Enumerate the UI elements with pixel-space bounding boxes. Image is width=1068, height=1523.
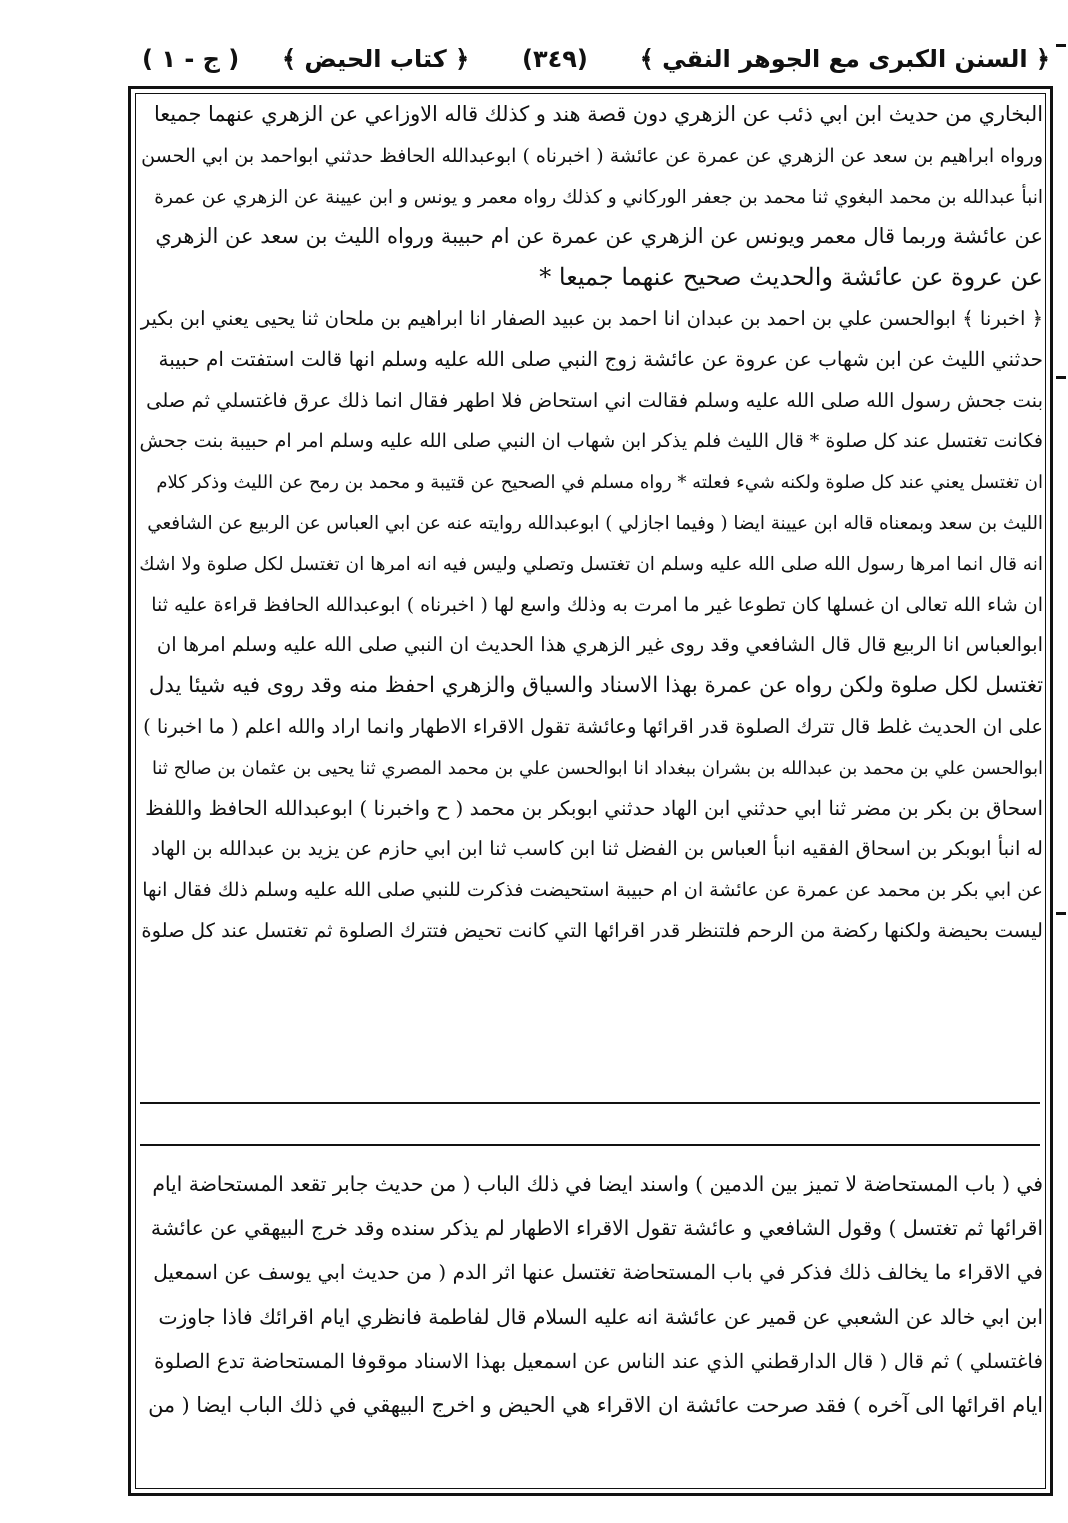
text-line: على ان الحديث غلط قال تترك الصلوة قدر اقرائها وعائشة تقول الاقراء الاطهار وانما اراد والله اعلم ( ما اخبرنا ) [143, 714, 1043, 738]
text-line: ان تغتسل يعني عند كل صلوة ولكنه شيء فعلته * رواه مسلم في الصحيح عن قتيبة و محمد بن رمح عن الليث وذكر كلام [156, 472, 1043, 494]
text-line: عن عروة عن عائشة والحديث صحيح عنهما جميعا * [539, 263, 1043, 292]
footnote-text [138, 1162, 1043, 1427]
text-line: ورواه ابراهيم بن سعد عن الزهري عن عمرة عن عائشة ( اخبرناه ) ابوعبدالله الحافظ حدثني ابواحمد بن ابي الحسن [141, 144, 1043, 167]
scan-mark [1056, 376, 1066, 379]
text-line: البخاري من حديث ابن ابي ذئب عن الزهري دون قصة هند و كذلك قاله الاوزاعي عن الزهري عنهما جميعا [153, 102, 1043, 126]
footnote-line: ابن ابي خالد عن الشعبي عن قمير عن عائشة انه عليه السلام قال لفاطمة فانظري ايام اقرائك فاذا جاوزت [158, 1304, 1043, 1329]
book-title: ﴿ السنن الكبرى مع الجوهر النقي ﴾ [639, 45, 1050, 73]
text-line: ﴿ اخبرنا ﴾ ابوالحسن علي بن احمد بن عبدان انا احمد بن عبيد الصفار انا ابراهيم بن ملحان ثنا يحيى يعني ابن بكير [140, 306, 1043, 330]
scan-mark [1056, 44, 1066, 47]
text-line: تغتسل لكل صلوة ولكن رواه عن عمرة بهذا الاسناد والسياق والزهري احفظ منه وقد روى فيه شيئا يدل [148, 673, 1043, 699]
scan-mark [1056, 912, 1066, 915]
footnote-line: اقرائها ثم تغتسل ) وقول الشافعي و عائشة تقول الاقراء الاطهار لم يذكر سنده وقد خرج البيهقي عن عائشة [150, 1216, 1043, 1241]
text-line: ابوالعباس انا الربيع قال قال الشافعي وقد روى غير الزهري هذا الحديث ان النبي صلى الله عليه وسلم امرها ان [156, 633, 1043, 657]
page-header [130, 36, 1050, 86]
footnote-line: في ( باب المستحاضة لا تميز بين الدمين ) واسند ايضا في ذلك الباب ( من حديث جابر تقعد المستحاضة ايام [152, 1172, 1043, 1196]
text-line: عن ابي بكر بن محمد عن عمرة عن عائشة ان ام حبيبة استحيضت فذكرت للنبي صلى الله عليه وسلم ذلك فقال انها [142, 879, 1043, 902]
text-line: ان شاء الله تعالى ان غسلها كان تطوعا غير ما امرت به وذلك واسع لها ( اخبرناه ) ابوعبدالله الحافظ قراءة عليه ثنا [151, 593, 1043, 616]
text-line: ليست بحيضة ولكنها ركضة من الرحم فلتنظر قدر اقرائها التي كانت تحيض فتترك الصلوة ثم تغتسل عند كل صلوة [141, 918, 1043, 942]
text-line: بنت جحش رسول الله صلى الله عليه وسلم فقالت اني استحاض فلا اطهر فقال انما ذلك عرق فاغتسلي ثم صلى [146, 388, 1043, 412]
text-line: الليث بن سعد وبمعناه قاله ابن عيينة ايضا ( وفيما اجازلي ) ابوعبدالله روايته عنه عن ابي العباس عن الربيع عن الشافعي [147, 512, 1043, 534]
footnote-line: فاغتسلي ) ثم قال ( قال الدارقطني الذي عند الناس عن اسمعيل بهذا الاسناد موقوفا المستحاضة تدع الصلوة [154, 1348, 1043, 1373]
main-text [138, 94, 1043, 951]
text-line: انه قال انما امرها رسول الله صلى الله عليه وسلم ان تغتسل وتصلي وليس فيه انه امرها ان تغتسل لكل صلوة ولا اشك [139, 553, 1043, 575]
separator-rule [140, 1144, 1040, 1146]
text-line: له انبأ ابوبكر بن اسحاق الفقيه انبأ العباس بن الفضل ثنا ابن كاسب ثنا ابن ابي حازم عن يزيد بن عبدالله بن الهاد [151, 837, 1043, 861]
volume-label: ( ج - ١ ) [142, 45, 240, 73]
text-line: عن عائشة وربما قال معمر ويونس عن الزهري عن عمرة عن ام حبيبة ورواه الليث بن سعد عن الزهري [155, 224, 1043, 249]
text-line: انبأ عبدالله بن محمد البغوي ثنا محمد بن جعفر الوركاني و كذلك رواه معمر و يونس و ابن عيينة عن الزهري عن عمرة [154, 186, 1043, 208]
page-number: (٣٤٩) [522, 45, 588, 73]
text-line: حدثني الليث عن ابن شهاب عن عروة عن عائشة زوج النبي صلى الله عليه وسلم انها قالت استفتت ام حبيبة [158, 346, 1043, 371]
text-line: اسحاق بن بكر بن مضر ثنا ابي حدثني ابن الهاد حدثني ابوبكر بن محمد ( ح واخبرنا ) ابوعبدالله الحافظ واللفظ [145, 795, 1043, 820]
text-line: فكانت تغتسل عند كل صلوة * قال الليث فلم يذكر ابن شهاب ان النبي صلى الله عليه وسلم امر ام حبيبة بنت جحش [139, 430, 1043, 453]
text-line: ابوالحسن علي بن محمد بن عبدالله بن بشران ببغداد انا ابوالحسن علي بن محمد المصري ثنا يحيى بن عثمان بن صالح ثنا [151, 757, 1043, 779]
chapter-title: ﴿ كتاب الحيض ﴾ [282, 45, 470, 73]
separator-rule [140, 1102, 1040, 1104]
footnote-line: في الاقراء ما يخالف ذلك فذكر في باب المستحاضة تغتسل عنها اثر الدم ( من حديث ابي يوسف عن اسمعيل [153, 1260, 1043, 1285]
footnote-line: ايام اقرائها الى آخره ) فقد صرحت عائشة ان الاقراء هي الحيض و اخرج البيهقي في ذلك الباب ايضا ( من [148, 1392, 1043, 1417]
